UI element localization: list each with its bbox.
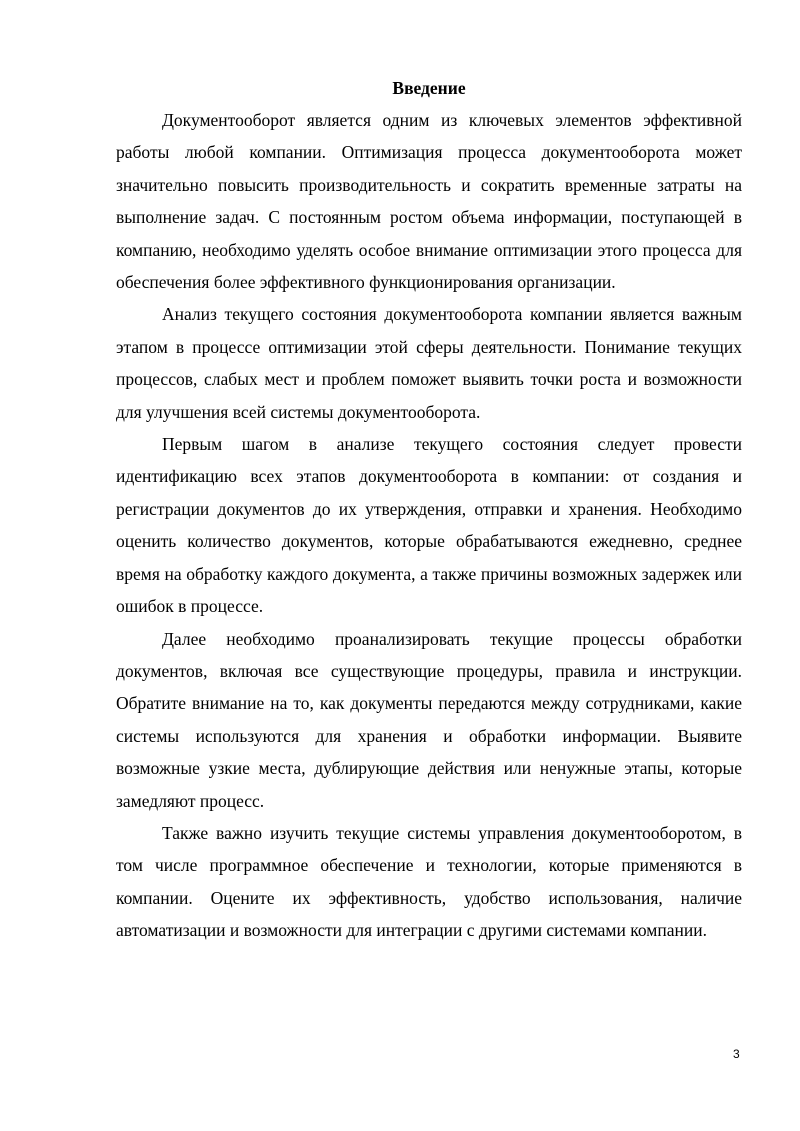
paragraph-3: Первым шагом в анализе текущего состояния следует провести идентификацию всех этапов документооборота в компании: от создания и регистрации документов до их утверждения, отправки и хранения. Необходимо оценить количество документов, которые обрабатываются ежедневно, среднее время на обработку каждого документа, а также причины возможных задержек или ошибок в процессе. — [116, 434, 742, 617]
paragraph-5: Также важно изучить текущие системы управления документооборотом, в том числе программное обеспечение и технологии, которые применяются в компании. Оцените их эффективность, удобство использования, наличие автоматизации и возможности для интеграции с другими системами компании. — [116, 822, 742, 941]
document-page — [116, 72, 742, 947]
section-title: Введение — [392, 78, 466, 98]
page-number: 3 — [733, 1047, 740, 1061]
paragraph-2: Анализ текущего состояния документооборота компании является важным этапом в процессе оптимизации этой сферы деятельности. Понимание текущих процессов, слабых мест и проблем поможет выявить точки роста и возможности для улучшения всей системы документооборота. — [116, 304, 742, 422]
paragraph-4: Далее необходимо проанализировать текущие процессы обработки документов, включая все существующие процедуры, правила и инструкции. Обратите внимание на то, как документы передаются между сотрудниками, какие системы используются для хранения и обработки информации. Выявите возможные узкие места, дублирующие действия или ненужные этапы, которые замедляют процесс. — [116, 628, 742, 811]
paragraph-1: Документооборот является одним из ключевых элементов эффективной работы любой компании. Оптимизация процесса документооборота может значительно повысить производительность и сократить временные затраты на выполнение задач. С постоянным ростом объема информации, поступающей в компанию, необходимо уделять особое внимание оптимизации этого процесса для обеспечения более эффективного функционирования организации. — [116, 110, 742, 293]
